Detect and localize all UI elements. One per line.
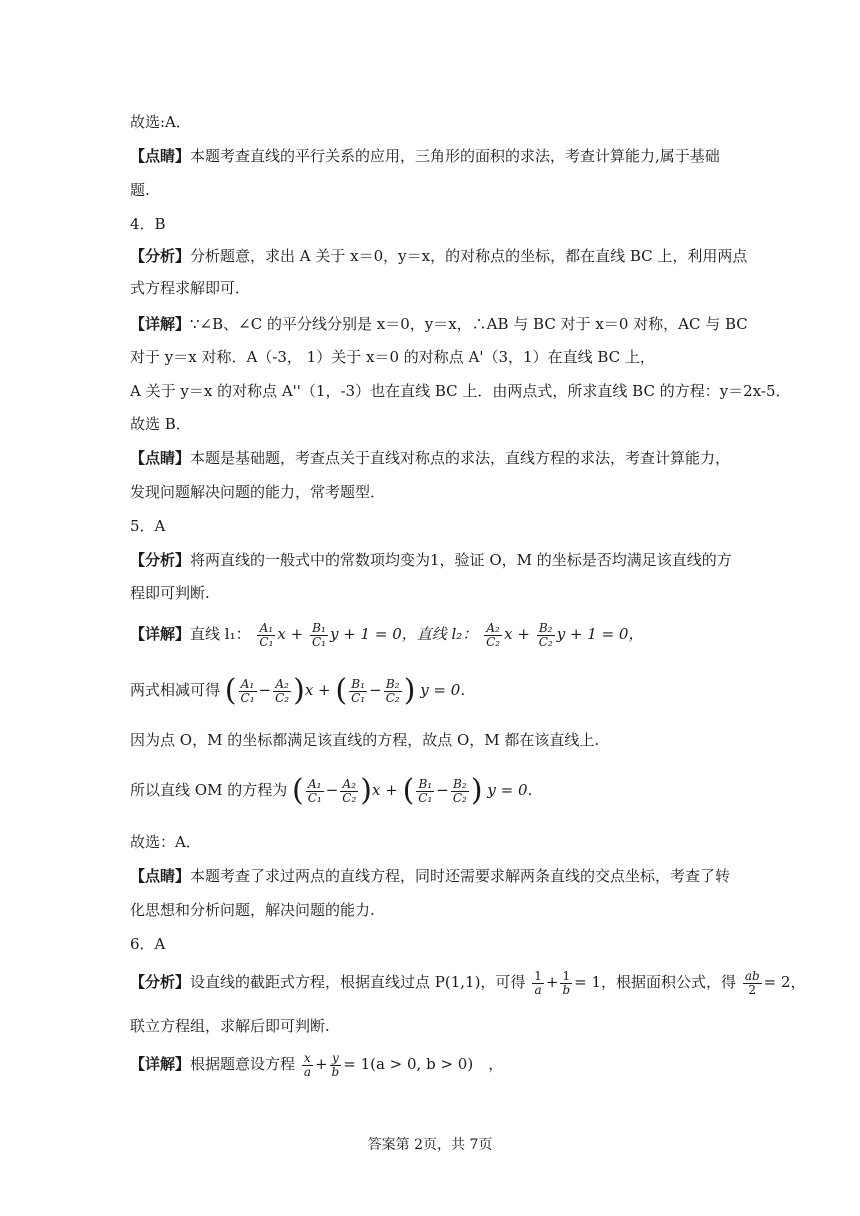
text-line: 题.: [130, 181, 150, 199]
fraction: $\frac{\text{B₂}}{\text{C₂}}$: [538, 620, 553, 649]
text-line: 式方程求解即可．: [130, 279, 251, 297]
page-footer: 答案第 2页，共 7页: [367, 1137, 493, 1153]
text-line: A 关于 y＝x 的对称点 A''（1，-3）也在直线 BC 上．由两点式，所求直线 BC 的方程：y＝2x-5．: [130, 382, 791, 400]
text-line: 联立方程组，求解后即可判断.: [130, 1017, 330, 1035]
text-line: 故选 B．: [130, 415, 191, 433]
analysis-paragraph: 【分析】设直线的截距式方程，根据直线过点 P(1,1)，可得 $\frac{1}{a}$ + $\frac{1}{b}$ = 1，根据面积公式，得 $\frac{ab}{2}$ = 2，: [130, 968, 806, 997]
text-line: 故选：A．: [130, 833, 201, 851]
comment-paragraph: 【点睛】本题考查直线的平行关系的应用，三角形的面积的求法，考查计算能力,属于基础: [130, 147, 720, 165]
analysis-paragraph: 【分析】将两直线的一般式中的常数项均变为1，验证 O，M 的坐标是否均满足该直线的方: [130, 551, 732, 569]
fraction: $\frac{\text{B₁}}{\text{C₁}}$: [351, 676, 366, 705]
section-label: 【分析】: [130, 247, 191, 265]
fraction: $\frac{ab}{2}$: [744, 968, 760, 997]
question-number: 5．A: [130, 517, 166, 535]
fraction: $\frac{x}{a}$: [303, 1050, 311, 1079]
fraction: $\frac{\text{A₁}}{\text{C₁}}$: [307, 776, 322, 805]
fraction: $\frac{\text{A₁}}{\text{C₁}}$: [259, 620, 274, 649]
fraction: $\frac{\text{A₂}}{\text{C₂}}$: [342, 776, 357, 805]
analysis-paragraph: 【分析】分析题意，求出 A 关于 x＝0，y＝x，的对称点的坐标，都在直线 BC 上，利用两点: [130, 247, 748, 265]
section-label: 【点睛】: [130, 147, 191, 165]
text-line: 化思想和分析问题，解决问题的能力.: [130, 901, 375, 919]
fraction: $\frac{1}{b}$: [562, 968, 571, 997]
text-line: 程即可判断.: [130, 584, 210, 602]
fraction: $\frac{1}{a}$: [534, 968, 542, 997]
fraction: $\frac{\text{B₂}}{\text{C₂}}$: [452, 776, 467, 805]
section-label: 【分析】: [130, 551, 191, 569]
text-line: 对于 y＝x 对称．A（-3， 1）关于 x＝0 的对称点 A'（3，1）在直线 BC 上，: [130, 348, 655, 366]
equation-line: 两式相减可得 ( $\frac{\text{A₁}}{\text{C₁}}$ − $\frac{\text{A₂}}{\text{C₂}}$ )x + ( $\frac{\text{B₁}}{\text{C₁}}$ − $\frac{\text{B₂}}{\text{C₂}}$ ) y = 0．: [130, 673, 476, 708]
fraction: $\frac{\text{A₂}}{\text{C₂}}$: [486, 620, 501, 649]
fraction: $\frac{\text{B₂}}{\text{C₂}}$: [385, 676, 400, 705]
detail-paragraph: 【详解】∵∠B、∠C 的平分线分别是 x＝0，y＝x，∴AB 与 BC 对于 x＝0 对称，AC 与 BC: [130, 315, 748, 333]
comment-paragraph: 【点睛】本题是基础题，考查点关于直线对称点的求法，直线方程的求法，考查计算能力，: [130, 449, 731, 467]
equation-line: 所以直线 OM 的方程为 ( $\frac{\text{A₁}}{\text{C₁}}$ − $\frac{\text{A₂}}{\text{C₂}}$ )x + ( $\frac{\text{B₁}}{\text{C₁}}$ − $\frac{\text{B₂}}{\text{C₂}}$ ) y = 0．: [130, 773, 543, 808]
fraction: $\frac{\text{B₁}}{\text{C₁}}$: [311, 620, 326, 649]
section-label: 【详解】: [130, 625, 191, 643]
section-label: 【详解】: [130, 1055, 191, 1073]
text-line: 发现问题解决问题的能力，常考题型．: [130, 483, 386, 501]
fraction: $\frac{\text{B₁}}{\text{C₁}}$: [418, 776, 433, 805]
section-label: 【详解】: [130, 315, 191, 333]
detail-equation-line: 【详解】直线 l₁： $\frac{\text{A₁}}{\text{C₁}}$ x + $\frac{\text{B₁}}{\text{C₁}}$ y + 1 = 0，直线 l₂： $\frac{\text{A₂}}{\text{C₂}}$ x + $\frac{\text{B₂}}{\text{C₂}}$ y + 1 = 0，: [130, 620, 644, 649]
fraction: $\frac{\text{A₂}}{\text{C₂}}$: [275, 676, 290, 705]
detail-paragraph: 【详解】根据题意设方程 $\frac{x}{a}$ + $\frac{y}{b}$ = 1(a > 0, b > 0) ，: [130, 1050, 504, 1079]
fraction: $\frac{y}{b}$: [331, 1050, 340, 1079]
comment-paragraph: 【点睛】本题考查了求过两点的直线方程，同时还需要求解两条直线的交点坐标，考查了转: [130, 867, 731, 885]
question-number: 6．A: [130, 935, 166, 953]
section-label: 【分析】: [130, 973, 191, 991]
text-line: 因为点 O，M 的坐标都满足该直线的方程，故点 O，M 都在该直线上.: [130, 731, 600, 749]
text-line: 故选:A．: [130, 113, 191, 131]
question-number: 4．B: [130, 215, 166, 233]
section-label: 【点睛】: [130, 867, 191, 885]
section-label: 【点睛】: [130, 449, 191, 467]
fraction: $\frac{\text{A₁}}{\text{C₁}}$: [240, 676, 255, 705]
